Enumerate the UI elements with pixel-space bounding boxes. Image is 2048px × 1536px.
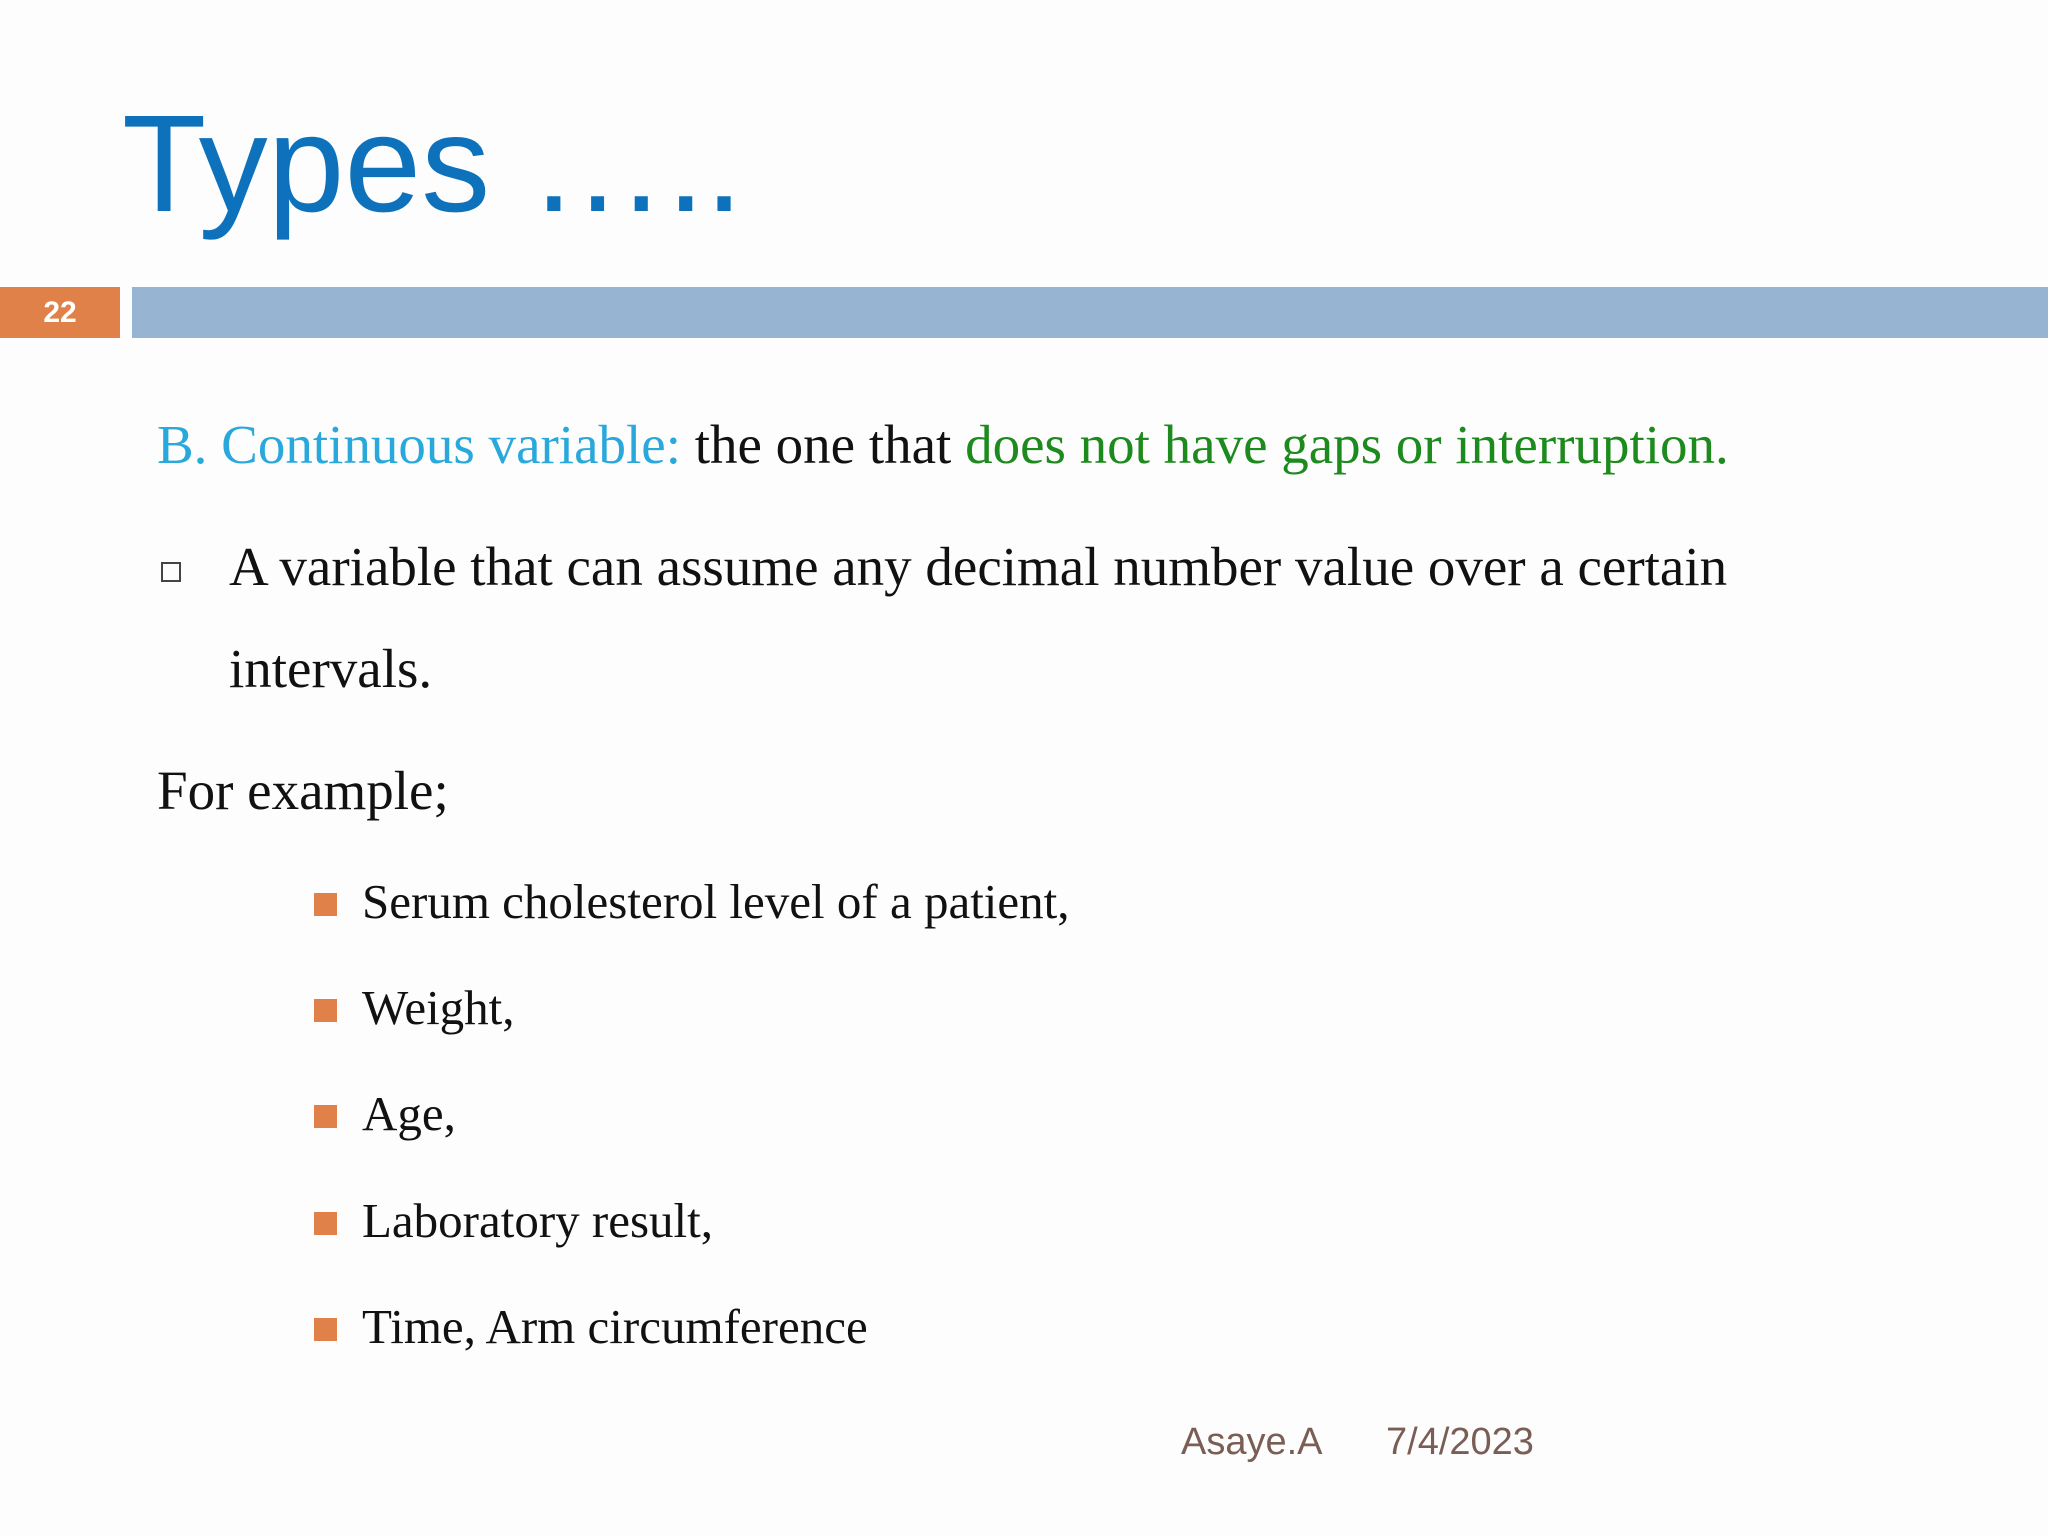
title-divider-bar (132, 287, 2048, 338)
example-item: Serum cholesterol level of a patient, (362, 874, 1070, 929)
intro-statement (157, 412, 1729, 478)
footer-date: 7/4/2023 (1386, 1421, 1534, 1463)
definition-line-1: A variable that can assume any decimal number value over a certain (229, 536, 1728, 597)
filled-square-bullet-icon (314, 1318, 337, 1341)
example-item: Laboratory result, (362, 1193, 714, 1248)
example-item: Age, (362, 1086, 456, 1141)
filled-square-bullet-icon (314, 1105, 337, 1128)
filled-square-bullet-icon (314, 1212, 337, 1235)
example-item: Time, Arm circumference (362, 1299, 868, 1354)
intro-emphasis: does not have gaps or interruption. (965, 414, 1729, 475)
example-heading: For example; (157, 760, 449, 821)
footer-author: Asaye.A (1181, 1421, 1323, 1463)
hollow-square-bullet-icon (161, 562, 181, 582)
slide-title: Types ….. (122, 87, 744, 241)
intro-term: B. Continuous variable: (157, 414, 681, 475)
example-item: Weight, (362, 980, 515, 1035)
filled-square-bullet-icon (314, 999, 337, 1022)
filled-square-bullet-icon (314, 893, 337, 916)
definition-line-2: intervals. (229, 638, 433, 699)
slide-number-badge: 22 (0, 287, 120, 338)
intro-middle: the one that (680, 414, 966, 475)
